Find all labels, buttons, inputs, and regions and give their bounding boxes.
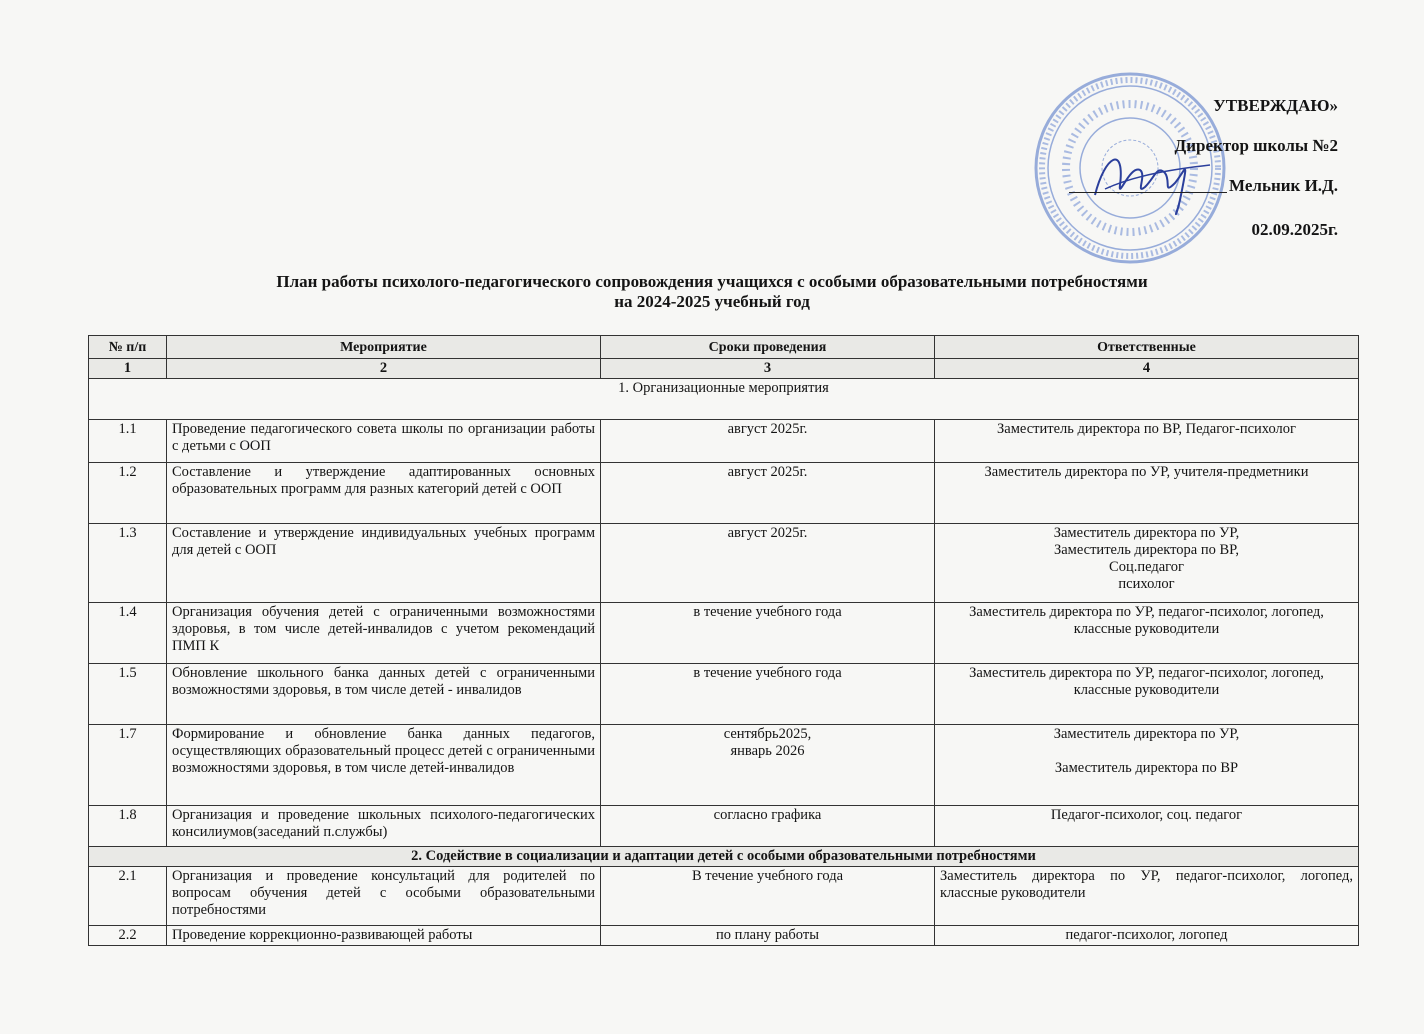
row-number: 1.8 [89,806,167,847]
row-dates: согласно графика [601,806,935,847]
approval-heading: УТВЕРЖДАЮ» [1213,96,1338,115]
row-number: 2.1 [89,867,167,926]
row-responsible: Заместитель директора по ВР, Педагог-психолог [935,420,1359,463]
row-activity: Обновление школьного банка данных детей с ограниченными возможностями здоровья, в том числе детей - инвалидов [167,664,601,725]
table-row [89,603,1359,664]
row-dates: август 2025г. [601,524,935,603]
table-row [89,725,1359,806]
row-responsible: педагог-психолог, логопед [935,926,1359,946]
column-number-row [89,359,1359,379]
section-title: 1. Организационные мероприятия [89,379,1359,420]
row-activity: Организация обучения детей с ограниченными возможностями здоровья, в том числе детей-инвалидов с учетом рекомендаций ПМП К [167,603,601,664]
row-number: 1.3 [89,524,167,603]
row-dates: по плану работы [601,926,935,946]
row-dates: август 2025г. [601,420,935,463]
table-row [89,664,1359,725]
table-row [89,926,1359,946]
row-dates: август 2025г. [601,463,935,524]
approval-name-line [1069,176,1338,196]
table-row [89,524,1359,603]
row-responsible: Заместитель директора по УР, педагог-психолог, логопед, классные руководители [935,664,1359,725]
row-number: 1.7 [89,725,167,806]
row-responsible: Заместитель директора по УР, Заместитель директора по ВР, Соц.педагог психолог [935,524,1359,603]
row-number: 1.5 [89,664,167,725]
plan-table-body [89,379,1359,946]
signature-line [1069,192,1227,193]
column-number: 4 [935,359,1359,379]
row-activity: Составление и утверждение индивидуальных учебных программ для детей с ООП [167,524,601,603]
table-row [89,867,1359,926]
title-line-2: на 2024-2025 учебный год [614,292,810,311]
row-number: 1.1 [89,420,167,463]
row-activity: Организация и проведение консультаций для родителей по вопросам обучения детей с особыми образовательными потребностями [167,867,601,926]
table-row [89,806,1359,847]
row-dates: в течение учебного года [601,603,935,664]
approval-name: Мельник И.Д. [1229,176,1338,195]
row-number: 2.2 [89,926,167,946]
section-row [89,379,1359,420]
table-row [89,463,1359,524]
row-activity: Организация и проведение школьных психолого-педагогических консилиумов(заседаний п.службы) [167,806,601,847]
approval-date: 02.09.2025г. [1251,220,1338,239]
row-responsible: Заместитель директора по УР, Заместитель директора по ВР [935,725,1359,806]
approval-position: Директор школы №2 [1174,136,1338,155]
table-header-row [89,336,1359,359]
row-dates: в течение учебного года [601,664,935,725]
row-activity: Проведение педагогического совета школы по организации работы с детьми с ООП [167,420,601,463]
header-dates: Сроки проведения [601,336,935,359]
header-number: № п/п [89,336,167,359]
row-activity: Составление и утверждение адаптированных основных образовательных программ для разных категорий детей с ООП [167,463,601,524]
row-activity: Формирование и обновление банка данных педагогов, осуществляющих образовательный процесс детей с ограниченными возможностями здоровья, в том числе детей-инвалидов [167,725,601,806]
table-row [89,420,1359,463]
row-number: 1.4 [89,603,167,664]
row-responsible: Заместитель директора по УР, педагог-психолог, логопед, классные руководители [935,603,1359,664]
row-responsible: Заместитель директора по УР, учителя-предметники [935,463,1359,524]
row-dates: В течение учебного года [601,867,935,926]
title-line-1: План работы психолого-педагогического сопровождения учащихся с особыми образовательными потребностями [276,272,1148,291]
plan-table [88,335,1359,946]
section-row [89,847,1359,867]
document-title [0,272,1424,312]
header-activity: Мероприятие [167,336,601,359]
row-activity: Проведение коррекционно-развивающей работы [167,926,601,946]
header-responsible: Ответственные [935,336,1359,359]
section-title: 2. Содействие в социализации и адаптации детей с особыми образовательными потребностями [89,847,1359,867]
column-number: 1 [89,359,167,379]
column-number: 2 [167,359,601,379]
row-responsible: Педагог-психолог, соц. педагог [935,806,1359,847]
row-number: 1.2 [89,463,167,524]
row-responsible: Заместитель директора по УР, педагог-психолог, логопед, классные руководители [935,867,1359,926]
column-number: 3 [601,359,935,379]
row-dates: сентябрь2025, январь 2026 [601,725,935,806]
